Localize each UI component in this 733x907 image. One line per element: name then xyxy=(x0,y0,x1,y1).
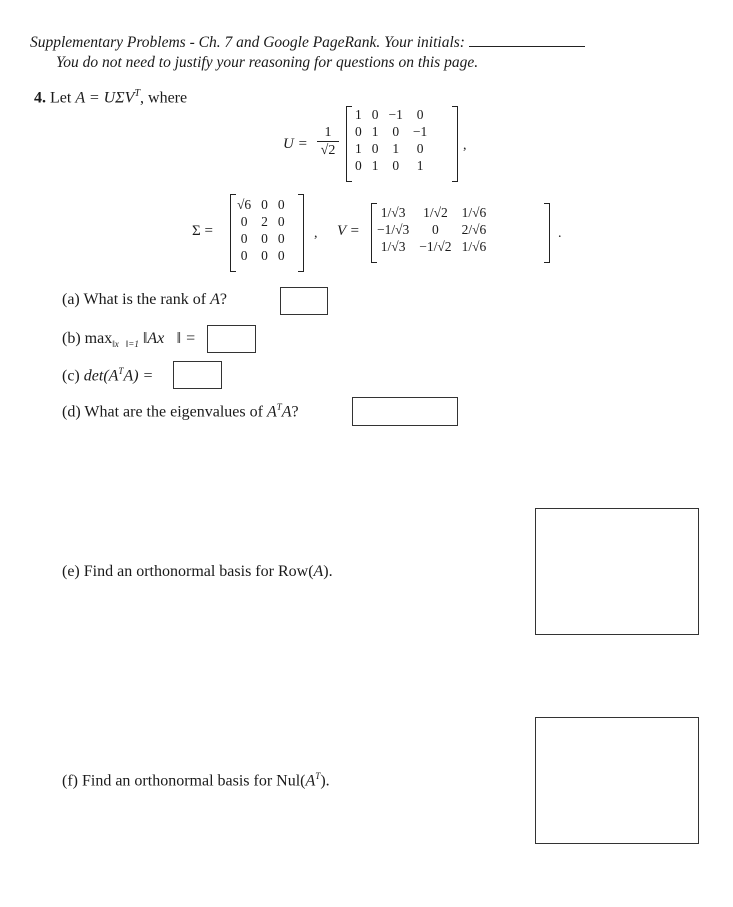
question-b-max: max xyxy=(84,330,113,347)
question-a-end: ? xyxy=(219,291,227,308)
question-a-label: (a) xyxy=(62,291,80,308)
question-f-sup: T xyxy=(315,771,321,781)
matrix-sigma-entry: 0 xyxy=(261,248,268,263)
matrix-sigma-entry: 0 xyxy=(277,231,285,246)
question-f-var: A xyxy=(305,772,316,790)
matrix-v-entry: −1/√3 xyxy=(377,222,410,237)
matrix-v-entry: 2/√6 xyxy=(461,222,487,237)
matrix-u-entry: 1 xyxy=(416,158,424,173)
matrix-v-entry: 1/√3 xyxy=(380,205,406,220)
answer-box-d[interactable] xyxy=(352,397,458,426)
matrix-sigma-entry: 0 xyxy=(277,214,285,229)
matrix-v-entry: −1/√2 xyxy=(419,239,452,254)
question-e xyxy=(62,563,333,581)
question-e-label: (e) xyxy=(62,563,80,580)
matrix-u-label: U = xyxy=(283,136,308,152)
matrix-sigma-trail: , xyxy=(314,226,318,241)
matrix-u-entry: 0 xyxy=(371,107,379,122)
question-c-expr: A) = xyxy=(123,367,154,385)
question-f-label: (f) xyxy=(62,772,78,790)
question-d xyxy=(62,402,299,421)
coef-numerator: 1 xyxy=(317,125,339,142)
matrix-v-entry: 0 xyxy=(432,222,439,237)
problem-intro xyxy=(34,88,187,107)
question-d-var: A xyxy=(266,403,277,421)
matrix-v xyxy=(372,204,491,255)
matrix-u-entry: 1 xyxy=(355,141,362,156)
matrix-v-right-bracket xyxy=(544,203,550,263)
question-a-text: What is the rank of xyxy=(83,291,211,308)
matrix-u-entry: −1 xyxy=(388,107,403,122)
question-c-label: (c) xyxy=(62,367,80,385)
matrix-v-row xyxy=(372,238,491,255)
answer-box-e[interactable] xyxy=(535,508,699,635)
matrix-sigma xyxy=(232,196,290,264)
question-a-var: A xyxy=(210,291,220,308)
matrix-u-entry: 0 xyxy=(355,124,362,139)
header-title: Supplementary Problems - Ch. 7 and Google PageRank. Your initials: xyxy=(30,34,465,51)
question-e-text: Find an orthonormal basis for Row( xyxy=(83,563,314,580)
coef-denominator: √2 xyxy=(320,143,336,158)
matrix-sigma-row xyxy=(232,196,290,213)
matrix-sigma-label: Σ = xyxy=(192,223,213,239)
matrix-u-row xyxy=(350,140,432,157)
intro-suffix: , where xyxy=(140,89,188,107)
question-f-text: Find an orthonormal basis for Nul( xyxy=(81,772,306,790)
matrix-u-row xyxy=(350,157,432,174)
matrix-v-entry: 1/√6 xyxy=(461,205,487,220)
matrix-v-label: V = xyxy=(337,223,360,239)
matrix-sigma-entry: √6 xyxy=(237,197,252,212)
matrix-u-entry: 1 xyxy=(371,124,379,139)
matrix-sigma-entry: 0 xyxy=(277,248,285,263)
question-d-label: (d) xyxy=(62,403,81,421)
question-f xyxy=(62,771,330,790)
header-line-2: You do not need to justify your reasoning for questions on this page. xyxy=(56,54,479,71)
matrix-sigma-row xyxy=(232,213,290,230)
question-e-end: ). xyxy=(323,563,333,580)
answer-box-f[interactable] xyxy=(535,717,699,844)
header-line-1 xyxy=(30,34,585,52)
question-c-sup: T xyxy=(118,366,124,376)
matrix-u-entry: 0 xyxy=(392,158,400,173)
question-a xyxy=(62,291,227,309)
matrix-u-entry: 0 xyxy=(416,141,424,156)
matrix-u-entry: −1 xyxy=(412,124,428,139)
question-b xyxy=(62,330,196,349)
intro-sup: T xyxy=(134,88,141,99)
question-c-text: det(A xyxy=(83,367,119,385)
matrix-u-trail: , xyxy=(463,138,467,153)
question-d-text: What are the eigenvalues of xyxy=(84,403,267,421)
matrix-u-entry: 0 xyxy=(416,107,424,122)
matrix-sigma-entry: 2 xyxy=(261,214,268,229)
question-f-end: ). xyxy=(320,772,330,790)
question-c xyxy=(62,366,153,385)
matrix-u-entry: 0 xyxy=(371,141,379,156)
matrix-sigma-entry: 0 xyxy=(261,231,268,246)
matrix-v-trail: . xyxy=(558,226,562,241)
matrix-v-entry: 1/√2 xyxy=(423,205,448,220)
matrix-v-row xyxy=(372,221,491,238)
matrix-sigma-entry: 0 xyxy=(277,197,285,212)
question-b-expr: ‖Ax⃗‖ = xyxy=(142,330,196,347)
matrix-sigma-entry: 0 xyxy=(261,197,268,212)
matrix-u-row xyxy=(350,123,432,140)
matrix-u-entry: 0 xyxy=(355,158,362,173)
matrix-v-entry: 1/√3 xyxy=(380,239,406,254)
question-b-sub: ‖x⃗‖=1 xyxy=(112,339,139,350)
matrix-sigma-entry: 0 xyxy=(240,231,248,246)
matrix-sigma-entry: 0 xyxy=(240,248,248,263)
intro-formula: A = UΣV xyxy=(75,89,135,107)
matrix-u xyxy=(350,106,432,174)
intro-prefix: Let xyxy=(50,89,76,107)
answer-box-c[interactable] xyxy=(173,361,222,389)
question-d-var2: A xyxy=(281,403,292,421)
matrix-sigma-row xyxy=(232,230,290,247)
question-b-label: (b) xyxy=(62,330,81,347)
matrix-u-coefficient xyxy=(317,125,339,159)
matrix-v-entry: 1/√6 xyxy=(461,239,487,254)
matrix-sigma-right-bracket xyxy=(298,194,304,272)
matrix-u-entry: 1 xyxy=(392,141,400,156)
question-d-sup: T xyxy=(276,402,282,412)
matrix-u-entry: 1 xyxy=(371,158,379,173)
answer-box-a[interactable] xyxy=(280,287,328,315)
problem-number: 4. xyxy=(34,89,46,107)
matrix-sigma-entry: 0 xyxy=(240,214,248,229)
initials-blank[interactable] xyxy=(469,34,585,47)
question-d-end: ? xyxy=(291,403,299,421)
matrix-u-entry: 1 xyxy=(355,107,362,122)
matrix-v-row xyxy=(372,204,491,221)
matrix-u-entry: 0 xyxy=(392,124,400,139)
answer-box-b[interactable] xyxy=(207,325,256,353)
question-e-var: A xyxy=(313,563,324,580)
matrix-u-row xyxy=(350,106,432,123)
matrix-u-right-bracket xyxy=(452,106,458,182)
matrix-sigma-row xyxy=(232,247,290,264)
